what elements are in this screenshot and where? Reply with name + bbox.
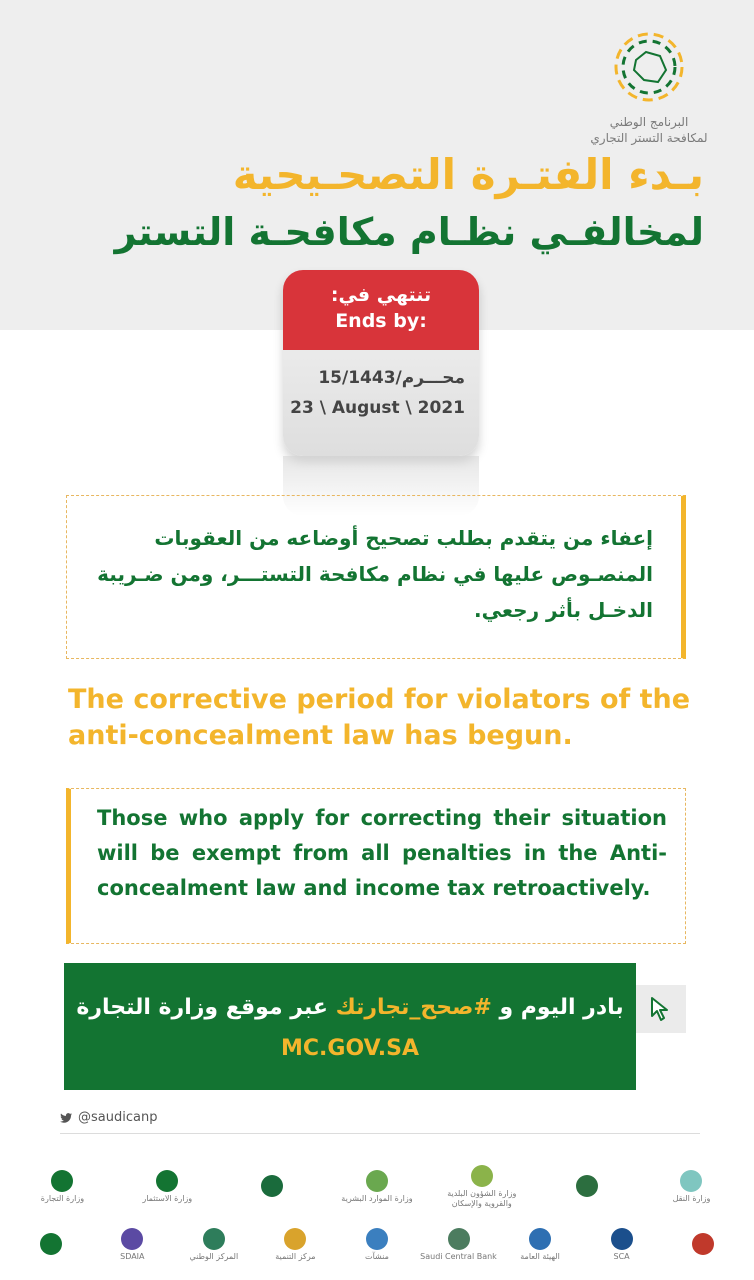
english-notice-box xyxy=(66,788,686,944)
program-logo xyxy=(584,30,714,146)
cta-text-after: عبر موقع وزارة التجارة xyxy=(76,995,336,1020)
calendar-body xyxy=(283,350,479,418)
partner-logo: وزارة التجارة xyxy=(23,1170,101,1204)
english-notice-text: Those who apply for correcting their situation will be exempt from all penalties in the Anti-concealment law and income tax retroactively. xyxy=(97,806,667,900)
partner-logo xyxy=(233,1175,311,1199)
website-link[interactable]: MC.GOV.SA xyxy=(281,1036,419,1061)
gregorian-date: 23 \ August \ 2021 xyxy=(290,398,465,418)
deadline-calendar xyxy=(283,270,479,456)
partner-logo xyxy=(12,1233,90,1257)
headline-line2: لمخالفـي نظـام مكافحـة التستر xyxy=(114,210,704,254)
partner-logo: المركز الوطني xyxy=(175,1228,253,1262)
cta-text xyxy=(64,995,636,1020)
headline-line1: بـدء الفتـرة التصحـيحية xyxy=(232,150,704,199)
saudi-map-logo-icon xyxy=(612,30,686,104)
twitter-handle-text: @saudicanp xyxy=(78,1110,158,1125)
partner-row-2 xyxy=(10,1216,744,1274)
hijri-date: 15/محـــرم/1443 xyxy=(318,368,465,388)
partner-logo: SDAIA xyxy=(93,1228,171,1262)
partner-logo: Saudi Central Bank xyxy=(420,1228,498,1262)
partner-logo: وزارة الموارد البشرية xyxy=(338,1170,416,1204)
ends-by-label-en: Ends by: xyxy=(335,310,427,332)
partner-logo: منشآت xyxy=(338,1228,416,1262)
calendar-header xyxy=(283,270,479,350)
partner-logo: مركز التنمية xyxy=(256,1228,334,1262)
program-name-line1: البرنامج الوطني xyxy=(609,115,689,129)
ends-by-label-ar: تنتهي في: xyxy=(330,284,432,306)
arabic-notice-box xyxy=(66,495,686,659)
partner-logo: وزارة النقل xyxy=(652,1170,730,1204)
cursor-icon-box xyxy=(636,985,686,1033)
twitter-icon xyxy=(60,1113,72,1123)
partner-row-1 xyxy=(10,1158,744,1216)
cta-text-before: بادر اليوم و xyxy=(491,995,624,1020)
partner-logo xyxy=(548,1175,626,1199)
partner-logo: وزارة الاستثمار xyxy=(128,1170,206,1204)
partner-logo: الهيئة العامة xyxy=(501,1228,579,1262)
twitter-handle[interactable] xyxy=(60,1110,157,1125)
partner-logo xyxy=(664,1233,742,1257)
program-name-line2: لمكافحة التستر التجاري xyxy=(590,131,708,145)
partner-logos xyxy=(10,1158,744,1274)
english-title: The corrective period for violators of the anti-concealment law has begun. xyxy=(68,684,691,751)
arabic-notice-text: إعفاء من يتقدم بطلب تصحيح أوضاعه من العقوبات المنصـوص عليها في نظام مكافحة التستـــر، ومن ضـريبة الدخـل بأثر رجعي. xyxy=(97,526,653,622)
divider xyxy=(60,1133,700,1134)
mouse-cursor-icon xyxy=(649,996,673,1022)
call-to-action-banner xyxy=(64,963,636,1090)
partner-logo: SCA xyxy=(583,1228,661,1262)
partner-logo: وزارة الشؤون البلدية والقروية والإسكان xyxy=(443,1165,521,1209)
cta-hashtag[interactable]: #صحح_تجارتك xyxy=(335,995,492,1020)
